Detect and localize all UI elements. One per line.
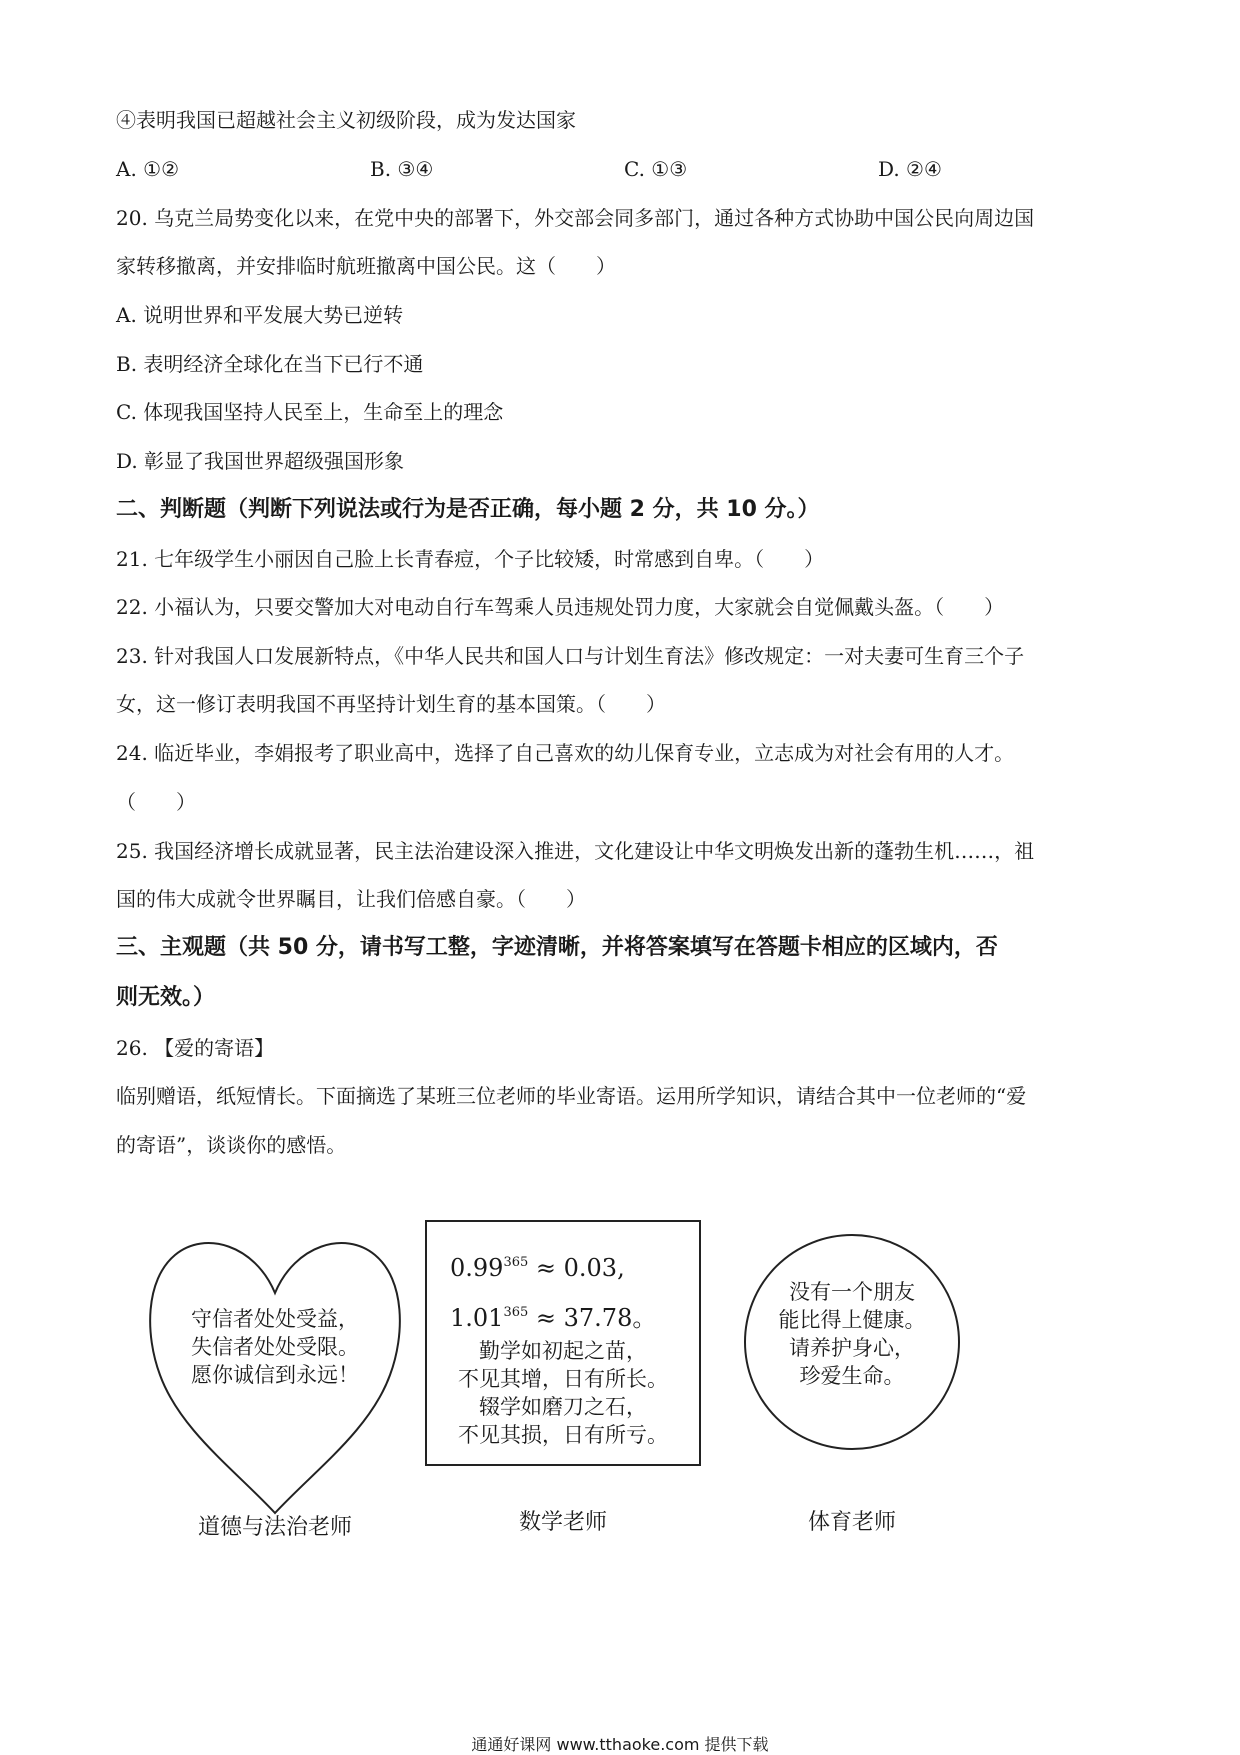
circle-line3: 请养护身心， xyxy=(789,1336,915,1360)
q20-option-b: B. 表明经济全球化在当下已行不通 xyxy=(116,352,424,376)
q19-option-a: A. ①② xyxy=(116,157,180,181)
circle-line2: 能比得上健康。 xyxy=(778,1308,926,1332)
math-line2: 不见其增，日有所长。 xyxy=(458,1367,668,1391)
q19-option-b: B. ③④ xyxy=(370,157,434,181)
heart-caption: 道德与法治老师 xyxy=(197,1515,352,1540)
q19-item-4: ④表明我国已超越社会主义初级阶段，成为发达国家 xyxy=(116,108,576,132)
circle-caption: 体育老师 xyxy=(807,1510,896,1535)
q22: 22. 小福认为，只要交警加大对电动自行车驾乘人员违规处罚力度，大家就会自觉佩戴头盔。（ ） xyxy=(116,595,1005,619)
q19-option-d: D. ②④ xyxy=(878,157,942,181)
heart-line1: 守信者处处受益， xyxy=(191,1307,359,1331)
q20-option-a: A. 说明世界和平发展大势已逆转 xyxy=(116,303,404,327)
q20-stem-line2: 家转移撤离，并安排临时航班撤离中国公民。这（ ） xyxy=(116,254,616,278)
heart-line2: 失信者处处受限。 xyxy=(191,1335,359,1359)
heart-message xyxy=(168,1305,382,1389)
q25-line2: 国的伟大成就令世界瞩目，让我们倍感自豪。（ ） xyxy=(116,887,586,911)
q23-line2: 女，这一修订表明我国不再坚持计划生育的基本国策。（ ） xyxy=(116,692,666,716)
math1-exp: 365 xyxy=(503,1255,529,1270)
q19-option-c: C. ①③ xyxy=(624,157,688,181)
section2-heading: 二、判断题（判断下列说法或行为是否正确，每小题 2 分，共 10 分。） xyxy=(116,497,820,522)
q23-line1: 23. 针对我国人口发展新特点，《中华人民共和国人口与计划生育法》修改规定：一对夫妻可生育三个子 xyxy=(116,644,1025,668)
math-line4: 不见其损，日有所亏。 xyxy=(458,1423,668,1447)
q26-title: 26. 【爱的寄语】 xyxy=(116,1036,275,1060)
q24-line1: 24. 临近毕业，李娟报考了职业高中，选择了自己喜欢的幼儿保育专业，立志成为对社会有用的人才。 xyxy=(116,741,1015,765)
q20-option-c: C. 体现我国坚持人民至上，生命至上的理念 xyxy=(116,400,504,424)
q20-option-d: D. 彰显了我国世界超级强国形象 xyxy=(116,449,405,473)
math2-rest: ≈ 37.78。 xyxy=(528,1304,657,1332)
heart-line3: 愿你诚信到永远！ xyxy=(191,1363,359,1387)
q25-line1: 25. 我国经济增长成就显著，民主法治建设深入推进，文化建设让中华文明焕发出新的蓬勃生机……，祖 xyxy=(116,839,1035,863)
circle-line4: 珍爱生命。 xyxy=(799,1364,905,1388)
math-formula-2 xyxy=(450,1298,656,1333)
circle-message xyxy=(746,1278,958,1390)
q26-line1: 临别赠语，纸短情长。下面摘选了某班三位老师的毕业寄语。运用所学知识，请结合其中一位老师的“爱 xyxy=(116,1084,1027,1108)
math2-exp: 365 xyxy=(503,1305,529,1320)
q26-line2: 的寄语”，谈谈你的感悟。 xyxy=(116,1133,347,1157)
math-formula-1 xyxy=(450,1254,625,1282)
q21: 21. 七年级学生小丽因自己脸上长青春痘，个子比较矮，时常感到自卑。（ ） xyxy=(116,547,825,571)
math-line3: 辍学如磨刀之石， xyxy=(479,1395,647,1419)
math-line1: 勤学如初起之苗， xyxy=(479,1339,647,1363)
math1-rest: ≈ 0.03, xyxy=(528,1254,625,1282)
section3-heading-line1: 三、主观题（共 50 分，请书写工整，字迹清晰，并将答案填写在答题卡相应的区域内，否 xyxy=(116,935,998,960)
q24-line2: （ ） xyxy=(116,790,196,814)
math2-base: 1.01 xyxy=(450,1304,504,1332)
circle-line1: 没有一个朋友 xyxy=(789,1280,915,1304)
math-caption: 数学老师 xyxy=(518,1510,607,1535)
q20-stem-line1: 20. 乌克兰局势变化以来，在党中央的部署下，外交部会同多部门，通过各种方式协助中国公民向周边国 xyxy=(116,206,1035,230)
math1-base: 0.99 xyxy=(450,1254,504,1282)
footer-credit: 通通好课网 www.tthaoke.com 提供下载 xyxy=(471,1735,769,1754)
math-message xyxy=(427,1337,699,1449)
section3-heading-line2: 则无效。） xyxy=(116,985,216,1010)
